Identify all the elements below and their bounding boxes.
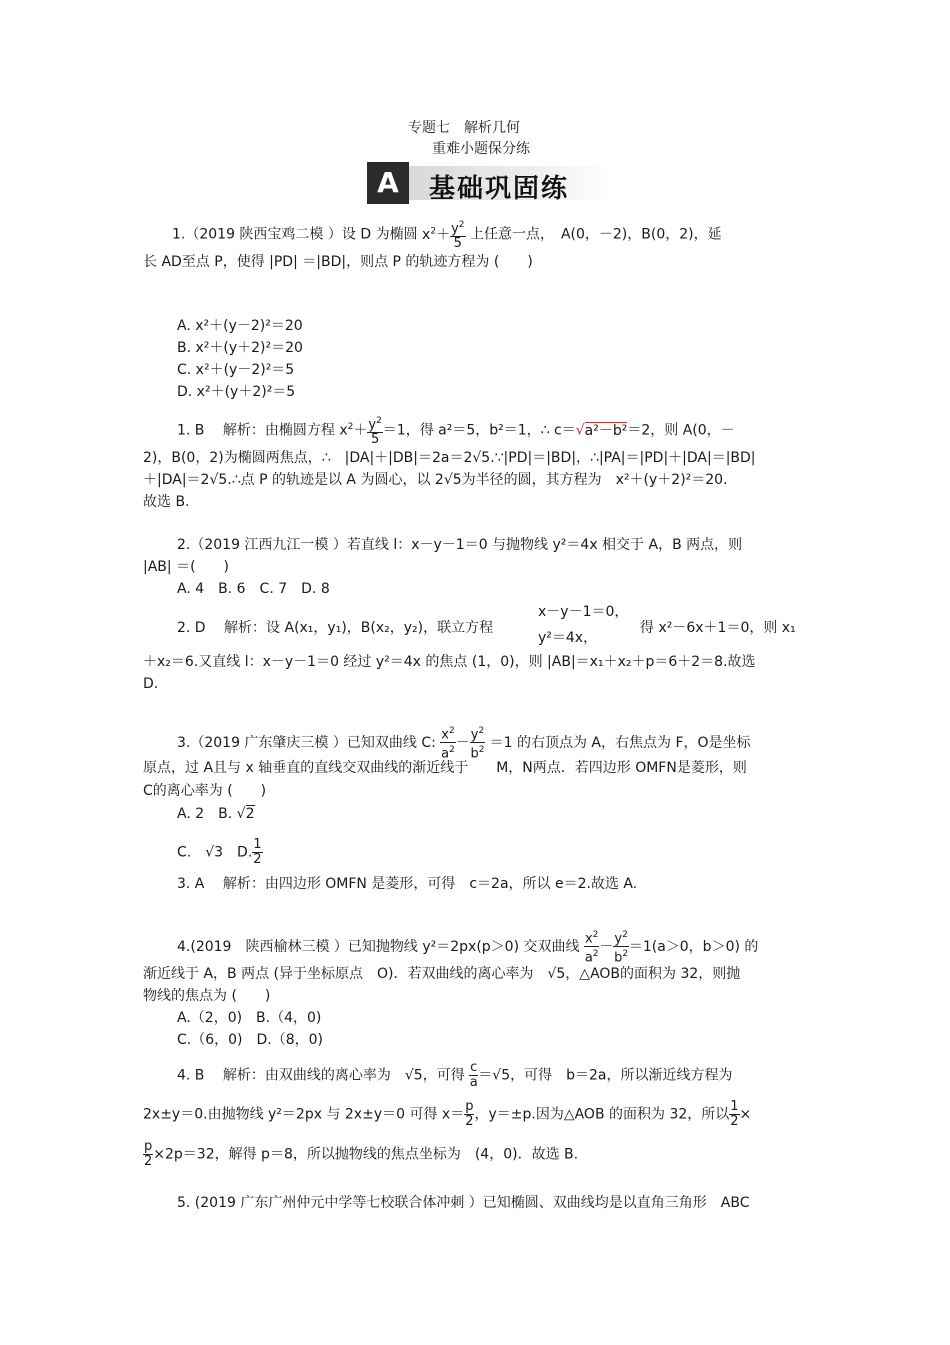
- q5-line1: 5. (2019 广东广州仲元中学等七校联合体冲刺 ）已知椭圆、双曲线均是以直角三角形 ABC: [177, 1195, 750, 1211]
- q2-system-eq2: y²＝4x，: [538, 630, 598, 646]
- q4-line3: 物线的焦点为 ( ): [143, 988, 271, 1004]
- q2-solution-line1: 2. D 解析：设 A(x₁，y₁)，B(x₂，y₂)，联立方程: [177, 620, 494, 636]
- q3-line1: 3.（2019 广东肇庆三模 ）已知双曲线 C: $\frac{x^2}{a^2}$ － $\frac{y^2}{b^2}$ ＝1 的右顶点为 A，右焦点为 F，O是坐标: [177, 726, 751, 762]
- q2-line1: 2.（2019 江西九江一模 ）若直线 l：x－y－1＝0 与抛物线 y²＝4x 相交于 A，B 两点，则: [177, 537, 743, 553]
- q2-solution-line1b: 得 x²－6x＋1＝0，则 x₁: [640, 620, 796, 636]
- q2-options: A. 4 B. 6 C. 7 D. 8: [177, 581, 330, 597]
- q2-system-eq1: x－y－1＝0，: [538, 604, 629, 620]
- q1-option-a: A. x²＋(y－2)²＝20: [177, 318, 303, 334]
- q4-solution-line2: 2x±y＝0.由抛物线 y²＝2px 与 2x±y＝0 可得 x＝ $\frac{p}{2}$ ，y＝±p.因为△AOB 的面积为 32，所以 $\frac{1}{2}$ ×: [143, 1099, 752, 1129]
- hyperbola-equation: $\frac{x^2}{a^2}$ － $\frac{y^2}{b^2}$: [584, 930, 629, 966]
- q4-solution-line1: 4. B 解析：由双曲线的离心率为 √5，可得 $\frac{c}{a}$ ＝√5，可得 b＝2a，所以渐近线方程为: [177, 1060, 733, 1090]
- q2-line2: |AB| ＝( ): [143, 559, 229, 575]
- q2-solution-line2: ＋x₂＝6.又直线 l：x－y－1＝0 经过 y²＝4x 的焦点 (1，0)，则 |AB|＝x₁＋x₂＋p＝6＋2＝8.故选: [143, 654, 756, 670]
- q4-options-cd: C.（6，0) D.（8，0): [177, 1032, 324, 1048]
- q3-solution: 3. A 解析：由四边形 OMFN 是菱形，可得 c＝2a，所以 e＝2.故选 A.: [177, 876, 638, 892]
- q1-solution-line1: 1. B 解析：由椭圆方程 $x^2+$ $\frac{y^2}{5}$ ＝1，得 a²＝5，b²＝1，∴ c＝√a²－b²＝2，则 A(0，－: [177, 416, 735, 448]
- hyperbola-equation: $\frac{x^2}{a^2}$ － $\frac{y^2}{b^2}$: [441, 726, 485, 762]
- q4-line1: 4.(2019 陕西榆林三模 ）已知抛物线 y²＝2px(p＞0) 交双曲线 $\frac{x^2}{a^2}$ － $\frac{y^2}{b^2}$ ＝1(a＞0，b＞0) 的: [177, 930, 759, 966]
- q4-options-ab: A.（2，0) B.（4，0): [177, 1010, 322, 1026]
- section-banner: [367, 162, 613, 204]
- sqrt-icon: √a²－b²: [575, 422, 628, 439]
- q4-line2: 渐近线于 A，B 两点 (异于坐标原点 O)．若双曲线的离心率为 √5，△AOB的面积为 32，则抛: [143, 966, 741, 982]
- q4-solution-line3: $\frac{p}{2}$ ×2p＝32，解得 p＝8，所以抛物线的焦点坐标为 (4，0)．故选 B.: [143, 1139, 579, 1169]
- q1-option-c: C. x²＋(y－2)²＝5: [177, 362, 295, 378]
- q1-line1: 1.（2019 陕西宝鸡二模 ）设 D 为椭圆 $x^2+$ $\frac{y^2}{5}$ 上任意一点， A(0，－2)，B(0，2)，延: [172, 220, 722, 252]
- q1-solution-line4: 故选 B.: [143, 494, 190, 510]
- sqrt-icon: √2: [236, 806, 255, 822]
- page-subtitle: 重难小题保分练: [432, 141, 530, 157]
- q3-line2: 原点，过 A且与 x 轴垂直的直线交双曲线的渐近线于 M，N两点．若四边形 OMFN是菱形，则: [143, 760, 747, 776]
- q1-solution-line2: 2)，B(0，2)为椭圆两焦点，∴ |DA|＋|DB|＝2a＝2√5.∵|PD|＝|BD|，∴|PA|＝|PD|＋|DA|＝|BD|: [143, 450, 756, 466]
- q1-option-d: D. x²＋(y＋2)²＝5: [177, 384, 296, 400]
- page-title: 专题七 解析几何: [408, 120, 520, 136]
- q3-options-ab: A. 2 B. √2: [177, 806, 255, 822]
- banner-letter: A: [367, 162, 409, 204]
- q1-solution-line3: ＋|DA|＝2√5.∴点 P 的轨迹是以 A 为圆心，以 2√5为半径的圆，其方程为 x²＋(y＋2)²＝20.: [143, 472, 728, 488]
- q3-options-cd: C. √3 D. $\frac{1}{2}$: [177, 837, 262, 867]
- q3-line3: C的离心率为 ( ): [143, 783, 267, 799]
- q2-solution-line3: D.: [143, 676, 159, 692]
- ellipse-equation: $x^2+$ $\frac{y^2}{5}$: [422, 220, 465, 252]
- q1-option-b: B. x²＋(y＋2)²＝20: [177, 340, 303, 356]
- q1-line2: 长 AD至点 P，使得 |PD| ＝|BD|，则点 P 的轨迹方程为 ( ): [143, 254, 533, 270]
- banner-text: 基础巩固练: [429, 174, 570, 204]
